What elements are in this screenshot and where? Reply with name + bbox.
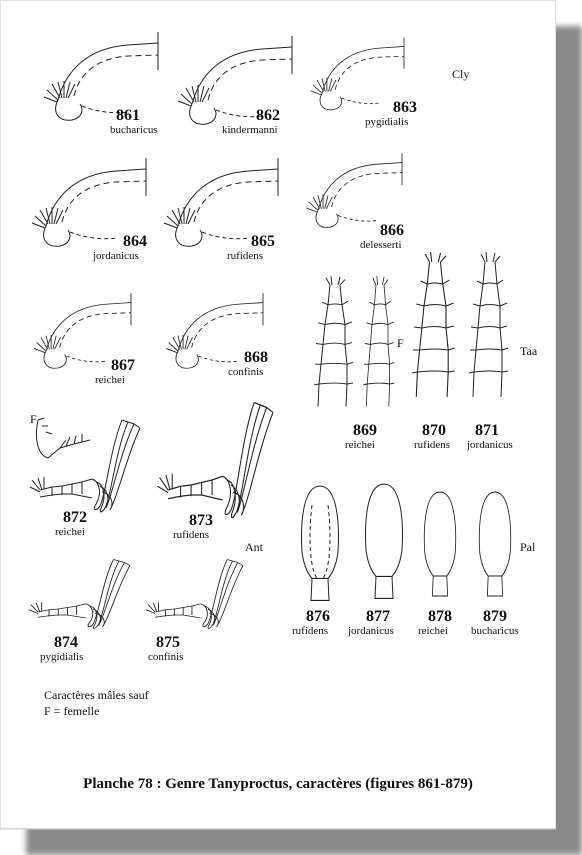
species-name: kindermanni [222,124,278,136]
species-name: jordanicus [93,250,139,262]
figure-869-caption [345,423,377,452]
figure-number: 872 [63,509,87,526]
figure-number: 861 [116,107,140,124]
note-line-2: F = femelle [44,704,100,718]
figure-875-drawing [146,560,243,629]
species-name: confinis [228,366,264,378]
figure-874-caption [40,635,83,664]
species-name: reichei [418,625,448,637]
figure-878-drawing [424,492,455,596]
figure-865-caption [227,234,275,263]
figure-869-drawing [363,276,394,407]
group-label-cly: Cly [452,67,470,81]
female-mark-869: F [397,336,404,350]
figure-869-female-drawing [314,276,353,407]
group-label-pal: Pal [520,540,536,554]
figure-number: 874 [54,634,78,651]
species-name: pygidialis [365,116,409,128]
figure-number: 877 [366,608,390,625]
figure-number: 876 [306,608,330,625]
figure-875-caption [148,635,183,664]
species-name: delesserti [360,239,402,251]
species-name: jordanicus [467,439,513,451]
species-name: reichei [345,439,375,451]
figure-number: 869 [353,422,377,439]
note-line-1: Caractères mâles sauf [44,688,149,702]
figure-878-caption [418,609,452,638]
species-name: confinis [148,651,184,663]
figure-number: 867 [111,357,135,374]
species-name: reichei [55,526,85,538]
figure-number: 863 [393,99,417,116]
figure-number: 875 [156,634,180,651]
legend-note [44,687,149,719]
figure-868-caption [228,350,268,379]
species-name: bucharicus [110,124,158,136]
figure-877-caption [348,609,394,638]
figure-861-caption [110,108,158,137]
figure-number: 870 [422,422,446,439]
figure-874-drawing [29,560,130,629]
figure-871-caption [467,423,513,452]
female-mark-872: F [30,412,37,426]
species-name: bucharicus [471,625,519,637]
figure-871-drawing [469,252,508,397]
figure-877-drawing [366,484,403,598]
figure-872-female-drawing [36,418,90,458]
figure-862-caption [222,108,280,137]
figure-number: 871 [475,422,499,439]
plate-title: Planche 78 : Genre Tanyproctus, caractères (figures 861-879) [83,776,473,792]
species-name: jordanicus [348,625,394,637]
figure-863-drawing [311,37,404,109]
figure-number: 873 [189,512,213,529]
figure-863-caption [365,100,417,129]
group-label-taa: Taa [520,344,538,358]
figure-876-drawing [302,486,339,600]
species-name: rufidens [173,529,210,541]
figure-879-drawing [479,492,510,596]
species-name: rufidens [414,439,451,451]
species-name: pygidialis [40,651,84,663]
figure-number: 879 [483,608,507,625]
figure-867-caption [95,358,135,387]
figure-870-caption [414,423,450,452]
figure-866-drawing [306,153,402,227]
figure-872-drawing [30,420,140,512]
figure-873-drawing [158,403,274,518]
species-name: rufidens [292,625,329,637]
figure-864-caption [93,234,147,263]
figure-number: 865 [251,233,275,250]
figure-876-caption [292,609,330,638]
species-name: reichei [95,374,125,386]
figure-number: 864 [123,233,147,250]
group-label-ant: Ant [245,540,263,554]
species-name: rufidens [227,250,264,262]
figure-870-drawing [412,252,455,397]
figure-879-caption [471,609,519,638]
figure-number: 868 [244,349,268,366]
figure-number: 862 [256,107,280,124]
figure-number: 866 [380,222,404,239]
figure-873-caption [173,513,213,542]
figure-number: 878 [428,608,452,625]
figure-872-caption [55,510,87,539]
figure-866-caption [360,223,404,252]
